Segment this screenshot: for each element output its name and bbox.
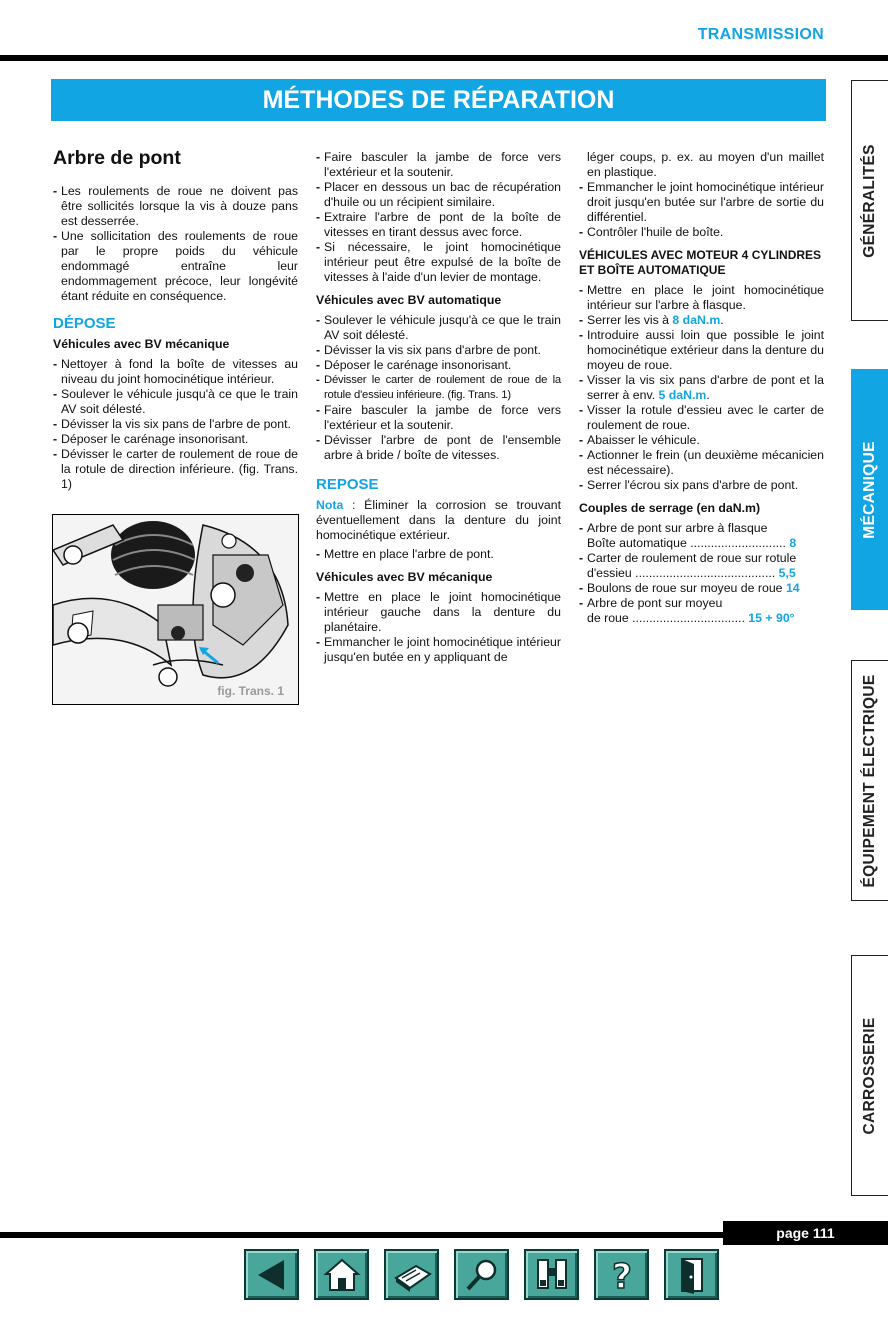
- help-icon: [602, 1256, 642, 1294]
- article-title: Arbre de pont: [53, 147, 181, 169]
- list-item: - Si nécessaire, le joint homocinétique intérieur peut être expulsé de la boîte de vitesses à l'aide d'un levier de montage.: [316, 240, 561, 285]
- torque-spec: [579, 596, 824, 626]
- figure-caption: fig. Trans. 1: [217, 684, 284, 698]
- spec-dots: d'essieu .........................................: [587, 566, 776, 580]
- list-item: - Déposer le carénage insonorisant.: [316, 358, 561, 373]
- list-item: - Faire basculer la jambe de force vers l'extérieur et la soutenir.: [316, 150, 561, 180]
- bv-meca-repose-list: [316, 590, 561, 665]
- list-item: - Dévisser le carter de roulement de roue de la rotule de direction inférieure. (fig. Trans. 1): [53, 447, 298, 492]
- list-item: - Actionner le frein (un deuxième mécanicien est nécessaire).: [579, 448, 824, 478]
- list-item: - Dévisser l'arbre de pont de l'ensemble arbre à bride / boîte de vitesses.: [316, 433, 561, 463]
- help-button[interactable]: [594, 1249, 649, 1300]
- tab-label: GÉNÉRALITÉS: [861, 143, 878, 258]
- tab-generalites[interactable]: [851, 80, 888, 321]
- print-icon: [392, 1256, 432, 1294]
- spec-dots: de roue .................................: [587, 611, 745, 625]
- repose-continued-list: [579, 150, 824, 240]
- tab-label: MÉCANIQUE: [861, 440, 878, 539]
- page-number: page 111: [723, 1221, 888, 1245]
- item-text: Serrer les vis à: [587, 313, 673, 327]
- list-item: - Les roulements de roue ne doivent pas être sollicités lorsque la vis à douze pans est desserrée.: [53, 184, 298, 229]
- binoculars-button[interactable]: [524, 1249, 579, 1300]
- item-text: Visser la vis six pans d'arbre de pont et la serrer à env.: [587, 373, 824, 402]
- list-item: - Dévisser la vis six pans de l'arbre de pont.: [53, 417, 298, 432]
- list-item: - Emmancher le joint homocinétique intérieur jusqu'en butée en y appliquant de: [316, 635, 561, 665]
- moteur-list: [579, 283, 824, 493]
- list-item: - Serrer l'écrou six pans d'arbre de pont.: [579, 478, 824, 493]
- spec-line: [587, 566, 824, 581]
- spec-label: - Carter de roulement de roue sur rotule: [587, 551, 797, 565]
- column-2: [316, 150, 561, 665]
- binoculars-icon: [532, 1256, 572, 1294]
- list-item: [579, 373, 824, 403]
- back-button[interactable]: [244, 1249, 299, 1300]
- list-item: - Nettoyer à fond la boîte de vitesses au niveau du joint homocinétique intérieur.: [53, 357, 298, 387]
- list-item: - Emmancher le joint homocinétique intérieur droit jusqu'en butée sur l'arbre de sortie du différentiel.: [579, 180, 824, 225]
- list-item: - Mettre en place l'arbre de pont.: [316, 547, 561, 562]
- bv-auto-list: [316, 313, 561, 463]
- column-3: [579, 150, 824, 626]
- tab-equipement-electrique[interactable]: [851, 660, 888, 901]
- bv-meca-repose-heading: Véhicules avec BV mécanique: [316, 570, 493, 584]
- list-item: [579, 313, 824, 328]
- back-arrow-icon: [252, 1256, 292, 1294]
- list-item: - Extraire l'arbre de pont de la boîte de vitesses en tirant dessus avec force.: [316, 210, 561, 240]
- svg-text:?: ?: [612, 1257, 632, 1294]
- bv-auto-heading: Véhicules avec BV automatique: [316, 293, 502, 307]
- spec-label: Boulons de roue sur moyeu de roue: [587, 581, 783, 595]
- item-suffix: .: [720, 313, 724, 327]
- spec-label: - Arbre de pont sur moyeu: [587, 596, 723, 610]
- spec-line: [587, 611, 824, 626]
- home-icon: [322, 1256, 362, 1294]
- section-label: TRANSMISSION: [697, 26, 824, 43]
- repose-heading: REPOSE: [316, 476, 379, 493]
- list-item: - Mettre en place le joint homocinétique intérieur gauche dans la denture du planétaire.: [316, 590, 561, 635]
- list-item: - Mettre en place le joint homocinétique intérieur sur l'arbre à flasque.: [579, 283, 824, 313]
- depose-continued-list: [316, 150, 561, 285]
- torque-value: 5 daN.m: [658, 388, 707, 402]
- list-item: - Abaisser le véhicule.: [579, 433, 824, 448]
- list-item: - Déposer le carénage insonorisant.: [53, 432, 298, 447]
- suspension-illustration: [53, 515, 299, 705]
- home-button[interactable]: [314, 1249, 369, 1300]
- spec-dots: Boîte automatique ............................: [587, 536, 786, 550]
- list-item: - Introduire aussi loin que possible le joint homocinétique extérieur dans la denture du moyeu de roue.: [579, 328, 824, 373]
- list-item: - Dévisser la vis six pans d'arbre de pont.: [316, 343, 561, 358]
- torque-spec: [579, 581, 824, 596]
- intro-list: [53, 184, 298, 304]
- bv-meca-list: [53, 357, 298, 492]
- list-item: - Soulever le véhicule jusqu'à ce que le train AV soit délesté.: [53, 387, 298, 417]
- list-item: - Soulever le véhicule jusqu'à ce que le train AV soit délesté.: [316, 313, 561, 343]
- torque-spec: [579, 521, 824, 551]
- couples-list: [579, 521, 824, 626]
- bv-meca-heading: Véhicules avec BV mécanique: [53, 337, 230, 351]
- nav-bar: [244, 1249, 719, 1300]
- spec-value: 8: [789, 536, 797, 550]
- spec-label: - Arbre de pont sur arbre à flasque: [587, 521, 768, 535]
- list-item-continued: léger coups, p. ex. au moyen d'un maillet en plastique.: [587, 150, 824, 179]
- column-1: [53, 146, 298, 492]
- top-rule: [0, 55, 888, 61]
- figure-trans-1: [52, 514, 299, 705]
- moteur-heading: VÉHICULES AVEC MOTEUR 4 CYLINDRES ET BOÎTE AUTOMATIQUE: [579, 248, 822, 277]
- list-item: - Une sollicitation des roulements de roue par le propre poids du véhicule endommagé entraîne leur endommagement précoce, leur longévité étant réduite en conséquence.: [53, 229, 298, 304]
- tab-label: CARROSSERIE: [861, 1017, 878, 1134]
- nota-text: : Éliminer la corrosion se trouvant éventuellement dans la denture du joint homocinétique extérieur.: [316, 498, 561, 542]
- list-item: - Dévisser le carter de roulement de roue de la rotule d'essieu inférieure. (fig. Trans. 1): [316, 373, 561, 403]
- spec-line: [587, 581, 824, 596]
- list-item: - Faire basculer la jambe de force vers l'extérieur et la soutenir.: [316, 403, 561, 433]
- spec-value: 5,5: [778, 566, 796, 580]
- tab-mecanique[interactable]: [851, 369, 888, 610]
- tab-carrosserie[interactable]: [851, 955, 888, 1196]
- page-banner: MÉTHODES DE RÉPARATION: [51, 79, 826, 121]
- exit-door-icon: [672, 1256, 712, 1294]
- search-icon: [462, 1256, 502, 1294]
- depose-heading: DÉPOSE: [53, 315, 116, 332]
- spec-line: [587, 536, 824, 551]
- torque-spec: [579, 551, 824, 581]
- nota-paragraph: [316, 498, 561, 543]
- nota-label: Nota: [316, 498, 344, 512]
- tab-label: ÉQUIPEMENT ÉLECTRIQUE: [861, 674, 878, 887]
- list-item: - Visser la rotule d'essieu avec le carter de roulement de roue.: [579, 403, 824, 433]
- torque-value: 8 daN.m: [672, 313, 721, 327]
- couples-heading: Couples de serrage (en daN.m): [579, 501, 761, 515]
- spec-value: 15 + 90°: [748, 611, 795, 625]
- search-button[interactable]: [454, 1249, 509, 1300]
- item-suffix: .: [706, 388, 710, 402]
- exit-button[interactable]: [664, 1249, 719, 1300]
- spec-value: 14: [785, 581, 800, 595]
- repose-list: [316, 547, 561, 562]
- list-item: - Placer en dessous un bac de récupération d'huile ou un récipient similaire.: [316, 180, 561, 210]
- print-button[interactable]: [384, 1249, 439, 1300]
- list-item: - Contrôler l'huile de boîte.: [579, 225, 824, 240]
